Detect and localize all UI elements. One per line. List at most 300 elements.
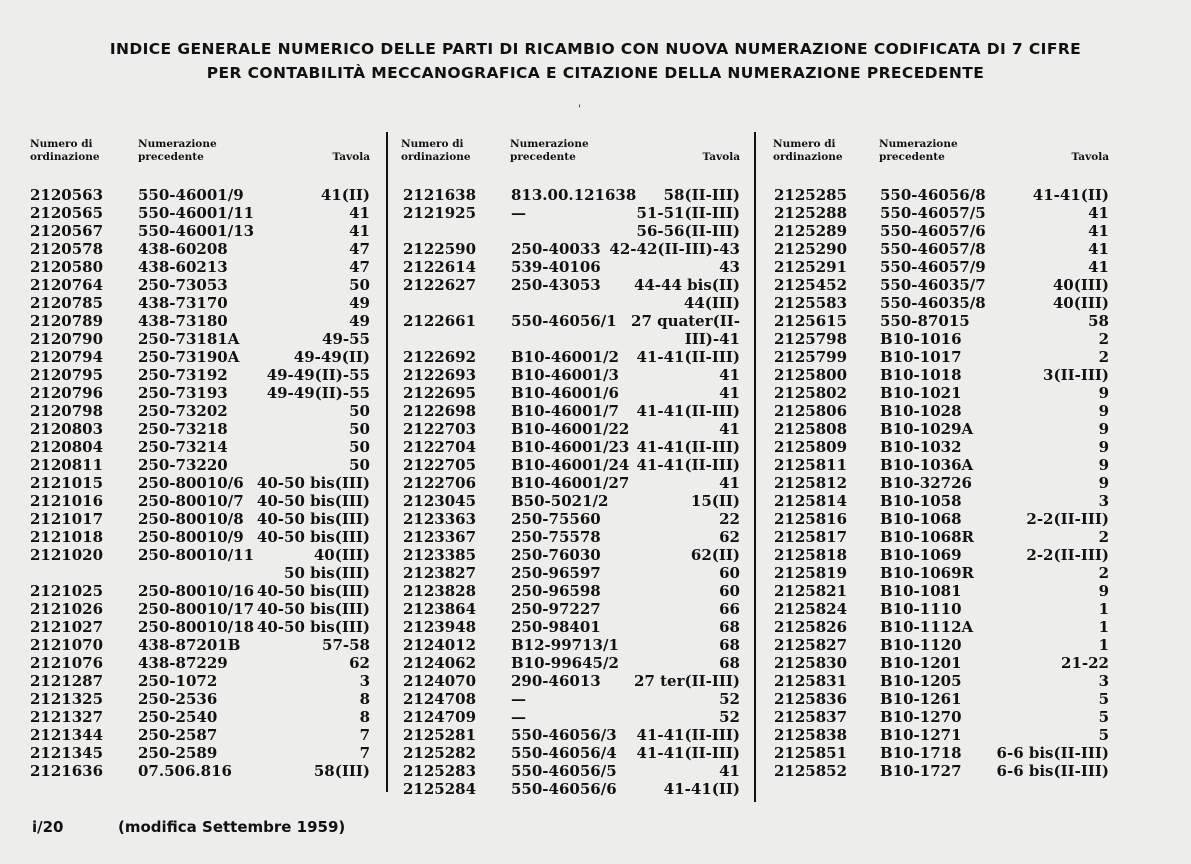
previous-number: 250-2540 <box>138 708 218 726</box>
tavola-ref: 62 <box>349 654 370 672</box>
previous-number: 550-46057/5 <box>880 204 986 222</box>
order-number: 2124062 <box>403 654 477 672</box>
table-row <box>30 222 370 240</box>
order-number: 2120790 <box>30 330 104 348</box>
tavola-ref: 8 <box>359 708 370 726</box>
table-row <box>774 186 1109 204</box>
order-number: 2122698 <box>403 402 477 420</box>
table-row <box>30 618 370 636</box>
table-row <box>774 474 1109 492</box>
table-row <box>403 582 740 600</box>
tavola-ref: 9 <box>1098 474 1109 492</box>
order-number: 2121327 <box>30 708 104 726</box>
tavola-ref: 41 <box>719 366 740 384</box>
tavola-ref: 41-41(II-III) <box>636 348 740 366</box>
tavola-ref: 50 <box>349 438 370 456</box>
tavola-ref: 9 <box>1098 456 1109 474</box>
previous-number: B10-46001/2 <box>511 348 619 366</box>
previous-number: B10-46001/6 <box>511 384 619 402</box>
order-number: 2123948 <box>403 618 477 636</box>
table-row <box>774 492 1109 510</box>
previous-number: B10-1021 <box>880 384 962 402</box>
tavola-ref: 60 <box>719 582 740 600</box>
order-number: 2120563 <box>30 186 104 204</box>
order-number: 2125811 <box>774 456 848 474</box>
order-number: 2121638 <box>403 186 477 204</box>
tavola-ref: 68 <box>719 636 740 654</box>
previous-number: 550-46001/9 <box>138 186 244 204</box>
table-row <box>403 528 740 546</box>
previous-number: B10-1058 <box>880 492 962 510</box>
previous-number: 250-75578 <box>511 528 601 546</box>
previous-number: 250-97227 <box>511 600 601 618</box>
tavola-ref: 40-50 bis(III) <box>256 510 370 528</box>
order-number: 2120796 <box>30 384 104 402</box>
order-number: 2121016 <box>30 492 104 510</box>
table-row <box>30 654 370 672</box>
order-number: 2125800 <box>774 366 848 384</box>
previous-number: 250-40033 <box>511 240 601 258</box>
tavola-ref: 2 <box>1098 564 1109 582</box>
order-number: 2124070 <box>403 672 477 690</box>
previous-number: 07.506.816 <box>138 762 232 780</box>
previous-number: 250-96598 <box>511 582 601 600</box>
previous-number: 550-46056/8 <box>880 186 986 204</box>
tavola-ref: 66 <box>719 600 740 618</box>
table-row <box>30 600 370 618</box>
previous-number: B10-1201 <box>880 654 962 672</box>
tavola-ref: 9 <box>1098 420 1109 438</box>
tavola-ref: 49-49(II) <box>293 348 370 366</box>
tavola-ref: 41-41(II-III) <box>636 744 740 762</box>
table-row <box>403 564 740 582</box>
previous-number: 550-46056/4 <box>511 744 617 762</box>
previous-number: B10-1112A <box>880 618 974 636</box>
table-row <box>30 186 370 204</box>
order-number: 2125289 <box>774 222 848 240</box>
page-number: i/20 <box>32 818 64 836</box>
tavola-ref: 47 <box>349 240 370 258</box>
tavola-ref: 5 <box>1098 708 1109 726</box>
table-row <box>30 366 370 384</box>
order-number: 2121027 <box>30 618 104 636</box>
tavola-ref: 2-2(II-III) <box>1026 510 1109 528</box>
previous-number: B10-1017 <box>880 348 962 366</box>
previous-number: B10-46001/7 <box>511 402 619 420</box>
order-number: 2121026 <box>30 600 104 618</box>
tavola-ref: 42-42(II-III)-43 <box>609 240 740 258</box>
previous-number: 550-46056/6 <box>511 780 617 798</box>
order-number: 2125806 <box>774 402 848 420</box>
previous-number: B10-1016 <box>880 330 962 348</box>
table-row <box>403 456 740 474</box>
order-number: 2125816 <box>774 510 848 528</box>
order-number: 2122704 <box>403 438 477 456</box>
order-number: 2125799 <box>774 348 848 366</box>
table-row <box>30 492 370 510</box>
table-row <box>774 240 1109 258</box>
tavola-ref: 50 <box>349 420 370 438</box>
order-number: 2122695 <box>403 384 477 402</box>
previous-number: 250-80010/9 <box>138 528 244 546</box>
column-divider-1 <box>386 132 388 792</box>
previous-number: B10-32726 <box>880 474 972 492</box>
previous-number: B10-46001/3 <box>511 366 619 384</box>
previous-number: B10-1068 <box>880 510 962 528</box>
table-row <box>774 402 1109 420</box>
tavola-ref: 7 <box>359 726 370 744</box>
tavola-ref: 49 <box>349 312 370 330</box>
order-number: 2125826 <box>774 618 848 636</box>
tavola-ref: 44-44 bis(II) <box>633 276 740 294</box>
previous-number: B10-1069R <box>880 564 974 582</box>
order-number: 2125283 <box>403 762 477 780</box>
tavola-ref: 50 <box>349 402 370 420</box>
previous-number: B10-1036A <box>880 456 974 474</box>
table-row <box>403 726 740 744</box>
table-row <box>403 348 740 366</box>
previous-number: 550-46057/9 <box>880 258 986 276</box>
previous-number: 250-2536 <box>138 690 218 708</box>
table-row <box>774 384 1109 402</box>
order-number: 2125282 <box>403 744 477 762</box>
order-number: 2123864 <box>403 600 477 618</box>
order-number: 2120804 <box>30 438 104 456</box>
order-number: 2124708 <box>403 690 477 708</box>
order-number: 2121018 <box>30 528 104 546</box>
previous-number: 250-96597 <box>511 564 601 582</box>
table-row <box>30 690 370 708</box>
previous-number: 250-73190A <box>138 348 240 366</box>
order-number: 2125798 <box>774 330 848 348</box>
order-number: 2122661 <box>403 312 477 330</box>
previous-number: 250-73220 <box>138 456 228 474</box>
order-number: 2125852 <box>774 762 848 780</box>
header-precedente-col3: Numerazione precedente <box>879 138 958 163</box>
previous-number: B10-46001/22 <box>511 420 630 438</box>
previous-number: B10-1271 <box>880 726 962 744</box>
previous-number: B10-1727 <box>880 762 962 780</box>
table-row <box>30 204 370 222</box>
order-number: 2125583 <box>774 294 848 312</box>
tavola-ref: 40-50 bis(III) <box>256 600 370 618</box>
previous-number: B10-99645/2 <box>511 654 619 672</box>
previous-number: 550-46035/7 <box>880 276 986 294</box>
column-divider-2 <box>754 132 756 802</box>
tavola-ref: 40-50 bis(III) <box>256 618 370 636</box>
previous-number: 250-1072 <box>138 672 218 690</box>
table-row <box>774 600 1109 618</box>
table-row <box>403 420 740 438</box>
order-number: 2122692 <box>403 348 477 366</box>
tavola-ref: 49-49(II)-55 <box>266 366 370 384</box>
tavola-ref: 5 <box>1098 726 1109 744</box>
previous-number: 550-46001/11 <box>138 204 255 222</box>
tavola-ref: 9 <box>1098 402 1109 420</box>
order-number: 2123385 <box>403 546 477 564</box>
tavola-ref: 40(III) <box>1052 294 1109 312</box>
tavola-ref: 3 <box>359 672 370 690</box>
table-row <box>403 204 740 222</box>
table-row <box>30 312 370 330</box>
order-number: 2122703 <box>403 420 477 438</box>
table-row <box>403 186 740 204</box>
table-row <box>403 492 740 510</box>
previous-number: 250-80010/8 <box>138 510 244 528</box>
previous-number: — <box>511 690 526 708</box>
previous-number: 438-87229 <box>138 654 228 672</box>
previous-number: 250-80010/18 <box>138 618 255 636</box>
order-number: 2125830 <box>774 654 848 672</box>
table-row <box>403 366 740 384</box>
tavola-ref: 41 <box>1088 222 1109 240</box>
table-row <box>774 258 1109 276</box>
order-number: 2125821 <box>774 582 848 600</box>
tavola-ref: 62 <box>719 528 740 546</box>
previous-number: B12-99713/1 <box>511 636 619 654</box>
order-number: 2125817 <box>774 528 848 546</box>
header-tavola-col3: Tavola <box>1071 151 1109 163</box>
table-row <box>774 312 1109 330</box>
table-row <box>774 618 1109 636</box>
tavola-ref: 41 <box>1088 240 1109 258</box>
table-row <box>30 510 370 528</box>
tavola-ref: 49-55 <box>322 330 370 348</box>
tavola-ref: 50 <box>349 456 370 474</box>
order-number: 2121017 <box>30 510 104 528</box>
page-title-line2: PER CONTABILITÀ MECCANOGRAFICA E CITAZIONE DELLA NUMERAZIONE PRECEDENTE <box>206 64 985 82</box>
table-row <box>30 546 370 564</box>
order-number: 2122705 <box>403 456 477 474</box>
header-numero-col2: Numero di ordinazione <box>401 138 471 163</box>
previous-number: 438-87201B <box>138 636 241 654</box>
table-row <box>30 276 370 294</box>
revision-note: (modifica Settembre 1959) <box>118 818 346 836</box>
table-row <box>403 636 740 654</box>
previous-number: 550-87015 <box>880 312 970 330</box>
order-number: 2125827 <box>774 636 848 654</box>
previous-number: 250-73192 <box>138 366 228 384</box>
previous-number: 250-80010/16 <box>138 582 255 600</box>
header-precedente-col1: Numerazione precedente <box>138 138 217 163</box>
table-row <box>30 474 370 492</box>
tavola-ref: 41 <box>719 474 740 492</box>
previous-number: 250-98401 <box>511 618 601 636</box>
previous-number: 250-73214 <box>138 438 228 456</box>
tavola-ref: 41-41(II-III) <box>636 456 740 474</box>
order-number: 2121015 <box>30 474 104 492</box>
previous-number: 250-80010/6 <box>138 474 244 492</box>
previous-number: 550-46035/8 <box>880 294 986 312</box>
previous-number: 250-75560 <box>511 510 601 528</box>
previous-number: 250-73193 <box>138 384 228 402</box>
tavola-ref: 52 <box>719 690 740 708</box>
table-row <box>30 708 370 726</box>
order-number: 2125851 <box>774 744 848 762</box>
tavola-ref: 50 bis(III) <box>284 564 370 582</box>
table-row <box>774 276 1109 294</box>
order-number: 2120795 <box>30 366 104 384</box>
previous-number: B10-1120 <box>880 636 962 654</box>
tavola-ref: 22 <box>719 510 740 528</box>
tavola-ref: 41-41(II-III) <box>636 402 740 420</box>
table-row <box>30 582 370 600</box>
order-number: 2125818 <box>774 546 848 564</box>
order-number: 2125615 <box>774 312 848 330</box>
order-number: 2121345 <box>30 744 104 762</box>
previous-number: B10-1068R <box>880 528 974 546</box>
table-row <box>30 564 370 582</box>
order-number: 2124709 <box>403 708 477 726</box>
tavola-ref: 40(III) <box>1052 276 1109 294</box>
order-number: 2125802 <box>774 384 848 402</box>
tavola-ref: 21-22 <box>1061 654 1109 672</box>
table-row <box>774 546 1109 564</box>
order-number: 2121636 <box>30 762 104 780</box>
table-row <box>403 294 740 312</box>
table-row <box>403 258 740 276</box>
header-numero-col1: Numero di ordinazione <box>30 138 100 163</box>
tavola-ref: 8 <box>359 690 370 708</box>
table-row <box>403 276 740 294</box>
table-row <box>30 402 370 420</box>
tavola-ref: 41 <box>349 222 370 240</box>
column-3-rows <box>774 186 1109 780</box>
table-row <box>774 366 1109 384</box>
previous-number: B10-1018 <box>880 366 962 384</box>
tavola-ref: 41-41(II-III) <box>636 726 740 744</box>
tavola-ref: 15(II) <box>690 492 740 510</box>
table-row <box>774 510 1109 528</box>
table-row <box>774 420 1109 438</box>
tavola-ref: 41 <box>719 420 740 438</box>
order-number: 2122590 <box>403 240 477 258</box>
tavola-ref: 56-56(II-III) <box>636 222 740 240</box>
column-2-rows <box>403 186 740 798</box>
table-row <box>403 510 740 528</box>
previous-number: B10-1110 <box>880 600 962 618</box>
previous-number: — <box>511 708 526 726</box>
table-row <box>30 240 370 258</box>
table-row <box>774 654 1109 672</box>
tavola-ref: 2 <box>1098 330 1109 348</box>
tavola-ref: 2 <box>1098 528 1109 546</box>
tavola-ref: 68 <box>719 654 740 672</box>
order-number: 2120578 <box>30 240 104 258</box>
tavola-ref: 58(II-III) <box>663 186 740 204</box>
table-row <box>403 708 740 726</box>
table-row <box>774 330 1109 348</box>
tavola-ref: 41-41(II-III) <box>636 438 740 456</box>
order-number: 2125836 <box>774 690 848 708</box>
tavola-ref: 9 <box>1098 438 1109 456</box>
previous-number: 250-43053 <box>511 276 601 294</box>
previous-number: B10-1032 <box>880 438 962 456</box>
previous-number: 438-60208 <box>138 240 228 258</box>
tavola-ref: 9 <box>1098 582 1109 600</box>
tavola-ref: 2-2(II-III) <box>1026 546 1109 564</box>
previous-number: 250-73053 <box>138 276 228 294</box>
tavola-ref: 49-49(II)-55 <box>266 384 370 402</box>
order-number: 2125809 <box>774 438 848 456</box>
tavola-ref: 1 <box>1098 600 1109 618</box>
tavola-ref: 40-50 bis(III) <box>256 582 370 600</box>
order-number: 2121325 <box>30 690 104 708</box>
table-row <box>403 744 740 762</box>
column-1-rows <box>30 186 370 780</box>
previous-number: 813.00.121638 <box>511 186 637 204</box>
previous-number: 250-2589 <box>138 744 218 762</box>
order-number: 2125819 <box>774 564 848 582</box>
previous-number: B10-1205 <box>880 672 962 690</box>
tavola-ref: 49 <box>349 294 370 312</box>
order-number: 2124012 <box>403 636 477 654</box>
table-row <box>30 258 370 276</box>
table-row <box>30 330 370 348</box>
tavola-ref: 6-6 bis(II-III) <box>996 744 1109 762</box>
table-row <box>403 438 740 456</box>
previous-number: 438-60213 <box>138 258 228 276</box>
tavola-ref: 44(III) <box>683 294 740 312</box>
order-number: 2120794 <box>30 348 104 366</box>
table-row <box>30 348 370 366</box>
previous-number: B50-5021/2 <box>511 492 609 510</box>
order-number: 2125812 <box>774 474 848 492</box>
tavola-ref: 58(III) <box>313 762 370 780</box>
order-number: 2121076 <box>30 654 104 672</box>
tavola-ref: 41(II) <box>320 186 370 204</box>
table-row <box>774 690 1109 708</box>
order-number: 2125290 <box>774 240 848 258</box>
previous-number: B10-1270 <box>880 708 962 726</box>
table-row <box>774 582 1109 600</box>
table-row <box>774 564 1109 582</box>
order-number: 2120789 <box>30 312 104 330</box>
tavola-ref: 7 <box>359 744 370 762</box>
table-row <box>774 744 1109 762</box>
previous-number: 550-46056/3 <box>511 726 617 744</box>
table-row <box>30 294 370 312</box>
order-number: 2121025 <box>30 582 104 600</box>
table-row <box>403 222 740 240</box>
previous-number: 550-46056/1 <box>511 312 617 330</box>
table-row <box>403 690 740 708</box>
previous-number: 250-2587 <box>138 726 218 744</box>
table-row <box>30 744 370 762</box>
order-number: 2120798 <box>30 402 104 420</box>
previous-number: 250-80010/11 <box>138 546 255 564</box>
order-number: 2122614 <box>403 258 477 276</box>
tavola-ref: 9 <box>1098 384 1109 402</box>
order-number: 2120565 <box>30 204 104 222</box>
order-number: 2121287 <box>30 672 104 690</box>
table-row <box>774 762 1109 780</box>
tavola-ref: 3(II-III) <box>1043 366 1109 384</box>
table-row <box>403 240 740 258</box>
table-row <box>403 780 740 798</box>
table-row <box>774 528 1109 546</box>
order-number: 2123827 <box>403 564 477 582</box>
previous-number: 290-46013 <box>511 672 601 690</box>
table-row <box>774 636 1109 654</box>
order-number: 2125838 <box>774 726 848 744</box>
tavola-ref: 58 <box>1088 312 1109 330</box>
table-row <box>403 402 740 420</box>
tavola-ref: 3 <box>1098 492 1109 510</box>
tavola-ref: 6-6 bis(II-III) <box>996 762 1109 780</box>
order-number: 2121020 <box>30 546 104 564</box>
table-row <box>403 474 740 492</box>
